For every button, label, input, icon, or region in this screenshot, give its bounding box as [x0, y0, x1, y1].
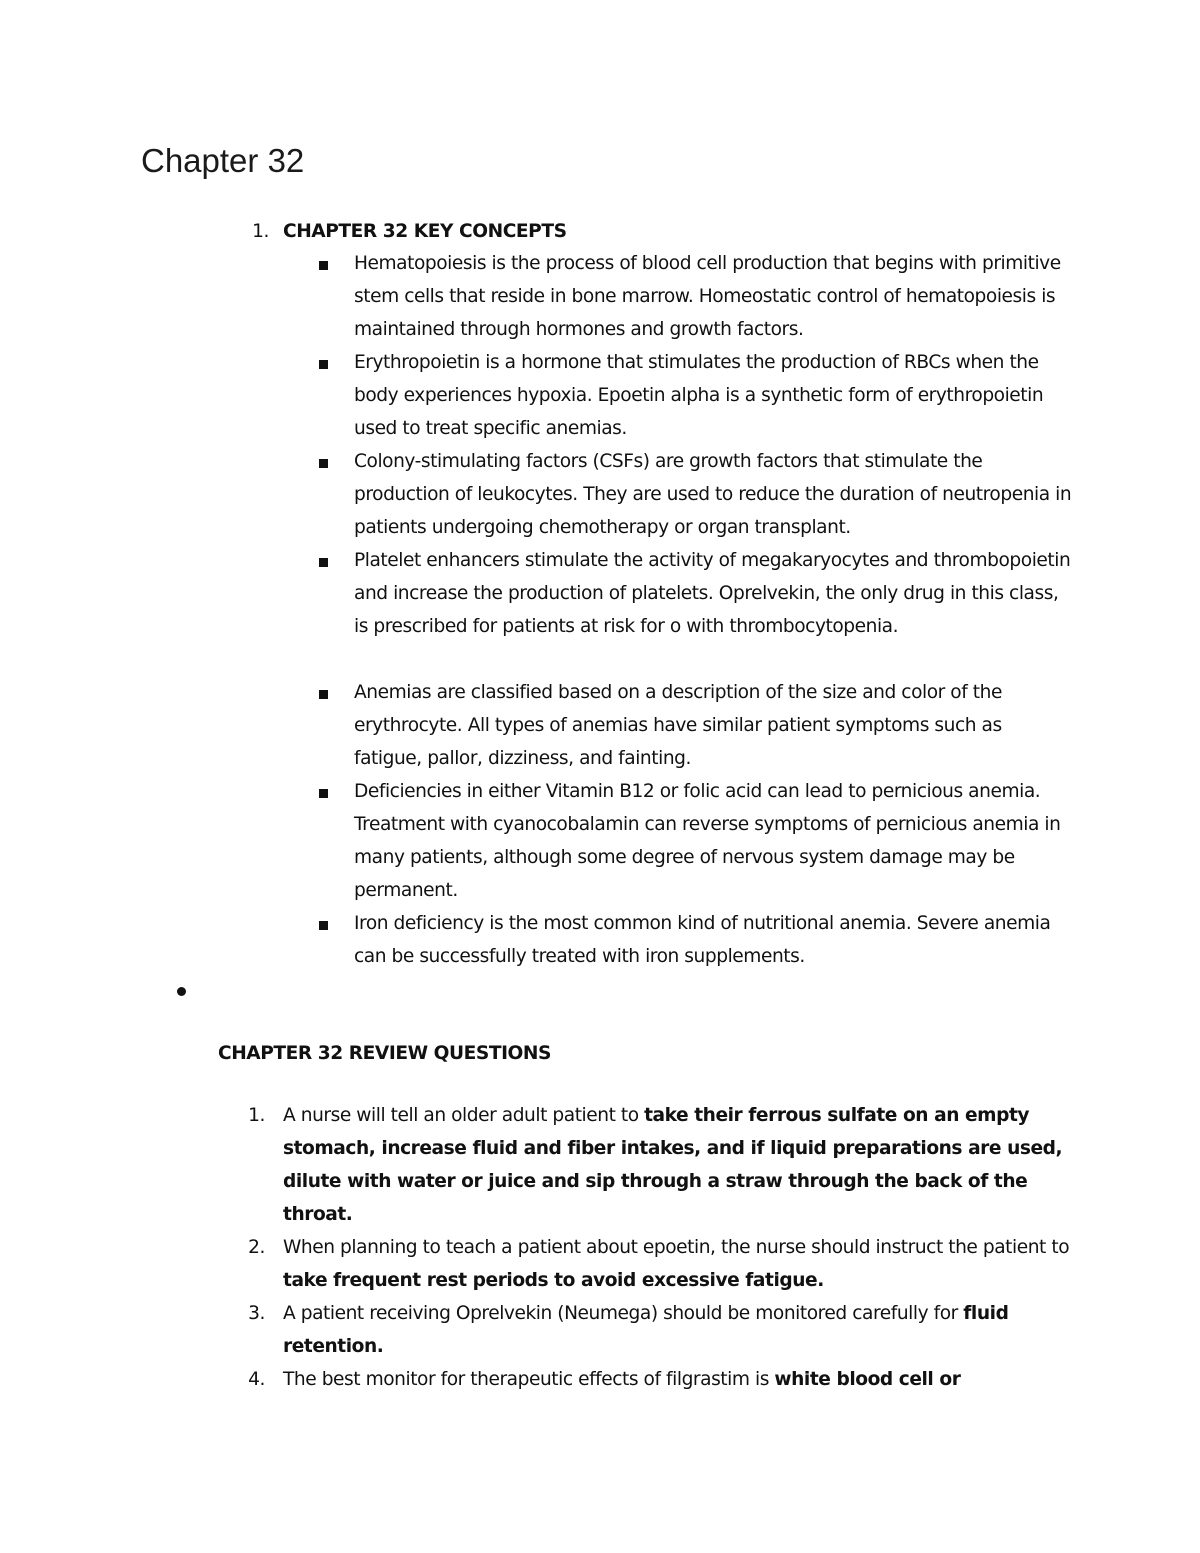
square-bullet-icon [319, 558, 328, 567]
list-number: 3. [248, 1303, 265, 1324]
review-heading: CHAPTER 32 REVIEW QUESTIONS [218, 1043, 551, 1064]
list-item: Hematopoiesis is the process of blood cell production that begins with primitive stem cells that reside in bone marrow. Homeostatic control of hematopoiesis is maintained through hormones and growth factors. [354, 247, 1074, 346]
list-item: Deficiencies in either Vitamin B12 or folic acid can lead to pernicious anemia. Treatment with cyanocobalamin can reverse symptoms of pernicious anemia in many patients, although some degree of nervous system damage may be permanent. [354, 775, 1074, 907]
list-item: 1. A nurse will tell an older adult patient to take their ferrous sulfate on an empty stomach, increase fluid and fiber intakes, and if liquid preparations are used, dilute with water or juice and sip through a straw through the back of the throat. [283, 1099, 1073, 1231]
page-title: Chapter 32 [141, 142, 305, 179]
square-bullet-icon [319, 261, 328, 270]
round-bullet-icon [177, 987, 186, 996]
list-item: Platelet enhancers stimulate the activity of megakaryocytes and thrombopoietin and increase the production of platelets. Oprelvekin, the only drug in this class, is prescribed for patients at risk for o with thrombocytopenia. [354, 544, 1074, 643]
square-bullet-icon [319, 690, 328, 699]
list-number: 1. [248, 1105, 265, 1126]
square-bullet-icon [319, 360, 328, 369]
square-bullet-icon [319, 789, 328, 798]
list-item: 3. A patient receiving Oprelvekin (Neumega) should be monitored carefully for fluid retention. [283, 1297, 1073, 1363]
list-item: Colony-stimulating factors (CSFs) are growth factors that stimulate the production of leukocytes. They are used to reduce the duration of neutropenia in patients undergoing chemotherapy or organ transplant. [354, 445, 1074, 544]
list-item: 2. When planning to teach a patient about epoetin, the nurse should instruct the patient to take frequent rest periods to avoid excessive fatigue. [283, 1231, 1073, 1297]
key-concepts-heading: CHAPTER 32 KEY CONCEPTS [283, 221, 567, 242]
list-item: 4. The best monitor for therapeutic effects of filgrastim is white blood cell or [283, 1363, 1073, 1396]
list-number: 4. [248, 1369, 265, 1390]
square-bullet-icon [319, 459, 328, 468]
list-item: Anemias are classified based on a description of the size and color of the erythrocyte. All types of anemias have similar patient symptoms such as fatigue, pallor, dizziness, and fainting. [354, 676, 1074, 775]
list-item: Iron deficiency is the most common kind of nutritional anemia. Severe anemia can be successfully treated with iron supplements. [354, 907, 1074, 973]
list-number: 2. [248, 1237, 265, 1258]
list-item: Erythropoietin is a hormone that stimulates the production of RBCs when the body experiences hypoxia. Epoetin alpha is a synthetic form of erythropoietin used to treat specific anemias. [354, 346, 1074, 445]
list-number: 1. [252, 221, 269, 242]
square-bullet-icon [319, 921, 328, 930]
